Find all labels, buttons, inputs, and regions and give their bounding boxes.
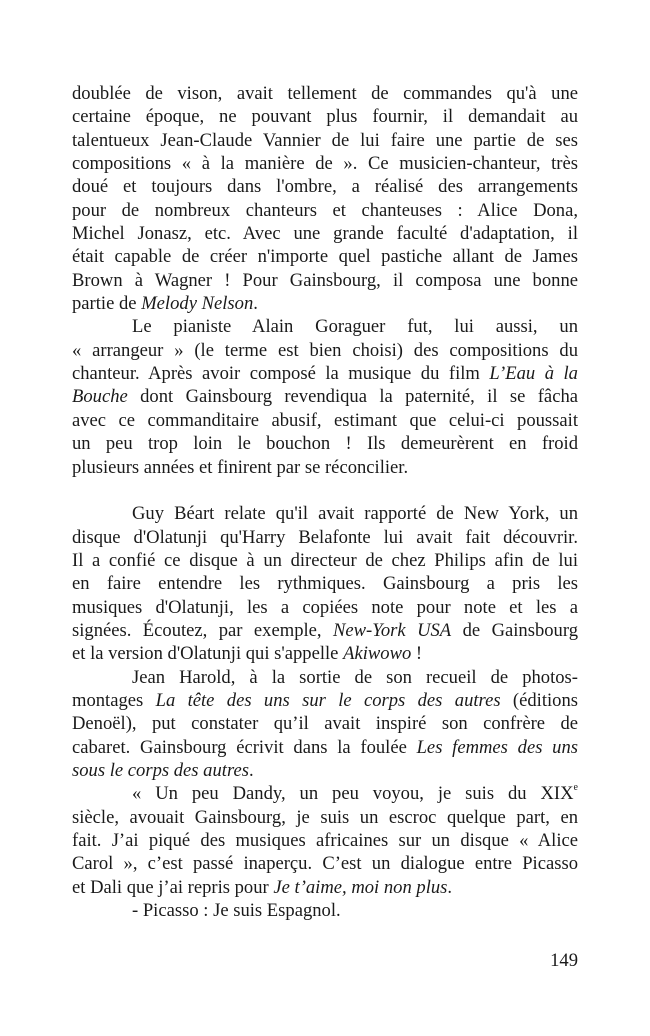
italic-title: La tête des uns sur le corps des autres [155,689,501,711]
text-line [72,642,578,665]
italic-title: L’Eau à la [489,363,578,385]
text-run: un peu trop loin le bouchon ! Ils demeurèrent en froid [72,433,578,455]
text-line [72,105,578,128]
text-line [72,876,578,899]
text-line [72,899,578,922]
text-line [72,782,578,805]
text-run: « Un peu Dandy, un peu voyou, je suis du XIX [132,783,574,805]
text-line [72,82,578,105]
text-line [72,362,578,385]
text-line [72,619,578,642]
text-run: Il a confié ce disque à un directeur de chez Philips afin de lui [72,549,578,571]
text-line [72,245,578,268]
text-line [72,292,578,315]
text-run: disque d'Olatunji qu'Harry Belafonte lui avait fait découvrir. [72,526,578,548]
text-run: et la version d'Olatunji qui s'appelle [72,643,344,665]
text-run: Denoël), put constater qu’il avait inspiré son confrère de [72,713,578,735]
text-run: montages [72,689,156,711]
text-run: avec ce commanditaire abusif, estimant que celui-ci poussait [72,409,578,431]
text-line [72,852,578,875]
text-run: Carol », c’est passé inaperçu. C’est un dialogue entre Picasso [72,853,578,875]
text-run: de Gainsbourg [451,619,578,641]
text-line [72,222,578,245]
blank-line [72,479,578,502]
text-run: fait. J’ai piqué des musiques africaines sur un disque « Alice [72,830,578,851]
text-run: et Dali que j’ai repris pour [72,876,274,898]
text-run: Michel Jonasz, etc. Avec une grande faculté d'adaptation, il [72,223,578,245]
text-line [72,712,578,735]
text-line [72,689,578,712]
superscript: e [573,782,578,794]
text-line [72,175,578,198]
text-line [72,806,578,829]
text-line [72,759,578,782]
text-run: . [447,876,453,898]
text-line [72,199,578,222]
text-line [72,269,578,292]
page-number: 149 [550,950,578,971]
text-line [72,339,578,362]
text-line [72,432,578,455]
italic-title: Melody Nelson [141,293,254,315]
text-run: chanteur. Après avoir composé la musique du film [72,363,490,385]
text-line [72,572,578,595]
italic-title: New-York USA [332,619,452,641]
text-line [72,456,578,479]
text-run: musiques d'Olatunji, les a copiées note pour note et les a [72,596,578,618]
text-run: Le pianiste Alain Goraguer fut, lui aussi, un [132,316,578,338]
text-line [72,526,578,549]
text-run: partie de [72,293,142,315]
text-run: doué et toujours dans l'ombre, a réalisé des arrangements [72,176,578,198]
text-run: doublée de vison, avait tellement de commandes qu'à une [72,83,578,104]
text-run: cabaret. Gainsbourg écrivit dans la foulée [72,736,417,758]
text-run: Guy Béart relate qu'il avait rapporté de New York, un [132,503,578,525]
text-run: dont Gainsbourg revendiqua la paternité, il se fâcha [127,386,578,408]
text-line [72,596,578,619]
text-line [72,315,578,338]
text-run: ! [411,643,423,665]
text-line [72,409,578,432]
text-line [72,829,578,852]
text-line [72,129,578,152]
text-run: « arrangeur » (le terme est bien choisi) des compositions du [72,339,578,361]
italic-title: Je t’aime, moi non plus [273,876,448,898]
text-run: compositions « à la manière de ». Ce musicien-chanteur, très [72,153,578,175]
text-run: (éditions [500,689,578,711]
text-run: signées. Écoutez, par exemple, [72,619,333,641]
text-run: - Picasso : Je suis Espagnol. [132,900,341,922]
italic-title: Akiwowo [343,643,412,665]
text-run: . [253,293,258,315]
text-run: en faire entendre les rythmiques. Gainsbourg a pris les [72,573,578,595]
text-run: siècle, avouait Gainsbourg, je suis un escroc quelque part, en [72,806,578,828]
text-run: talentueux Jean-Claude Vannier de lui faire une partie de ses [72,129,578,151]
text-run: . [248,759,254,781]
text-line [72,385,578,408]
text-line [72,549,578,572]
text-run: Brown à Wagner ! Pour Gainsbourg, il composa une bonne [72,269,578,291]
italic-title: Bouche [72,386,128,408]
body-text [72,82,578,922]
text-run: plusieurs années et finirent par se réconcilier. [72,456,409,478]
text-line [72,666,578,689]
text-line [72,152,578,175]
italic-title: sous le corps des autres [72,759,249,781]
text-run: certaine époque, ne pouvant plus fournir, il demandait au [72,106,578,128]
italic-title: Les femmes des uns [416,736,578,758]
text-run: Jean Harold, à la sortie de son recueil de photos- [132,666,578,688]
text-run: était capable de créer n'importe quel pastiche allant de James [72,246,578,268]
text-run: pour de nombreux chanteurs et chanteuses : Alice Dona, [72,199,578,221]
text-line [72,502,578,525]
text-line [72,736,578,759]
